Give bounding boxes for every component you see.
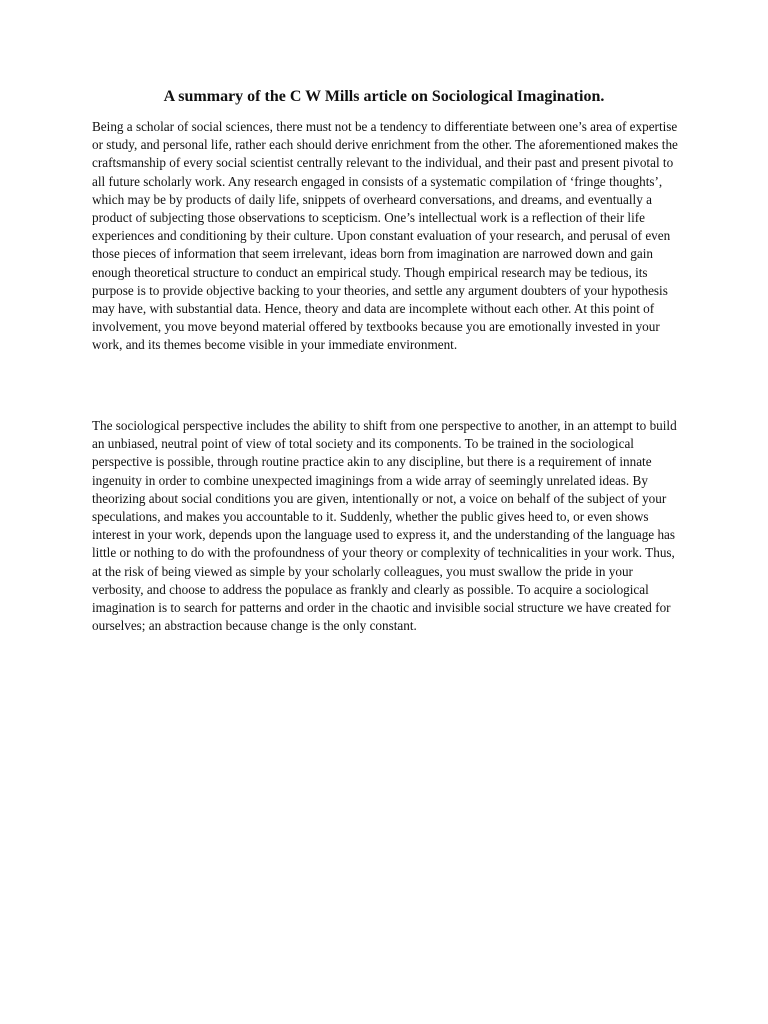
paragraph-1: Being a scholar of social sciences, there must not be a tendency to differentiate between one’s area of expertise or study, and personal life, rather each should derive enrichment from the other. The aforementioned makes the craftsmanship of every social scientist centrally relevant to the individual, and their past and present pivotal to all future scholarly work. Any research engaged in consists of a systematic compilation of ‘fringe thoughts’, which may be by products of daily life, snippets of overheard conversations, and dreams, and eventually a product of subjecting those observations to scepticism. One’s intellectual work is a reflection of their life experiences and conditioning by their culture. Upon constant evaluation of your research, and perusal of even those pieces of information that seem irrelevant, ideas born from imagination are narrowed down and gain enough theoretical structure to conduct an empirical study. Though empirical research may be tedious, its purpose is to provide objective backing to your theories, and settle any argument doubters of your hypothesis may have, with substantial data. Hence, theory and data are incomplete without each other. At this point of involvement, you move beyond material offered by textbooks because you are emotionally invested in your work, and its themes become visible in your immediate environment. (92, 119, 678, 353)
document-title: A summary of the C W Mills article on Sociological Imagination. (163, 88, 605, 105)
paragraph-2: The sociological perspective includes the ability to shift from one perspective to another, in an attempt to build an unbiased, neutral point of view of total society and its components. To be trained in the sociological perspective is possible, through routine practice akin to any discipline, but there is a requirement of innate ingenuity in order to combine unexpected imaginings from a wide array of seemingly unrelated ideas. By theorizing about social conditions you are given, intentionally or not, a voice on behalf of the subject of your speculations, and makes you accountable to it. Suddenly, whether the public gives heed to, or even shows interest in your work, depends upon the language used to express it, and the understanding of the language has little or nothing to do with the profoundness of your theory or complexity of technicalities in your work. Thus, at the risk of being viewed as simple by your scholarly colleagues, you must swallow the pride in your verbosity, and choose to address the populace as frankly and clearly as possible. To acquire a sociological imagination is to search for patterns and order in the chaotic and invisible social structure we have created for ourselves; an abstraction because change is the only constant. (92, 418, 677, 634)
